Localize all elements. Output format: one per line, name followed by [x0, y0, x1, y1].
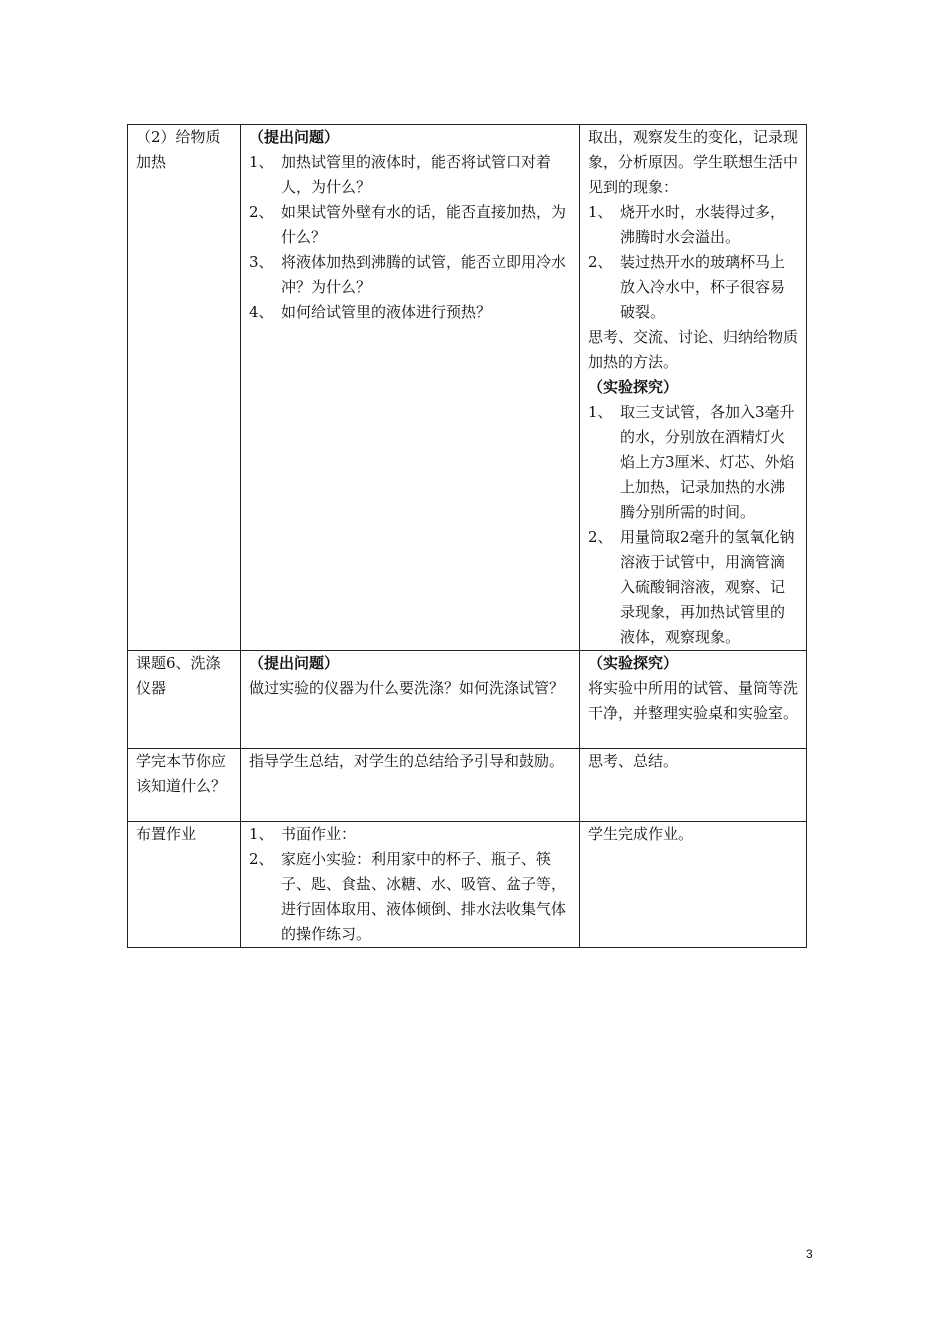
item-number: 1、 — [249, 153, 274, 171]
item-number: 1、 — [588, 403, 613, 421]
teacher-text: 指导学生总结，对学生的总结给予引导和鼓励。 — [249, 752, 565, 770]
teacher-cell — [241, 651, 580, 749]
student-cell — [580, 822, 807, 948]
experiment-list — [588, 400, 799, 650]
list-item — [588, 200, 799, 250]
page-number: 3 — [806, 1247, 813, 1261]
student-cell — [580, 749, 807, 822]
item-text: 如果试管外壁有水的话，能否直接加热，为什么？ — [281, 203, 567, 246]
table-row-summary — [128, 749, 807, 822]
item-text: 取三支试管，各加入3毫升的水，分别放在酒精灯火焰上方3厘米、灯芯、外焰上加热，记录加热的水沸腾分别所需的时间。 — [620, 403, 795, 521]
item-text: 家庭小实验：利用家中的杯子、瓶子、筷子、匙、食盐、冰糖、水、吸管、盆子等，进行固体取用、液体倾倒、排水法收集气体的操作练习。 — [281, 850, 567, 943]
list-item — [588, 250, 799, 325]
student-cell — [580, 651, 807, 749]
topic-cell — [128, 749, 241, 822]
item-text: 用量筒取2毫升的氢氧化钠溶液于试管中，用滴管滴入硫酸铜溶液，观察、记录现象，再加热试管里的液体，观察现象。 — [620, 528, 795, 646]
teacher-cell — [241, 125, 580, 651]
item-text: 书面作业： — [281, 825, 357, 843]
item-number: 1、 — [588, 203, 613, 221]
list-item — [588, 525, 799, 650]
student-summary: 思考、交流、讨论、归纳给物质加热的方法。 — [588, 328, 799, 371]
lesson-plan-table — [127, 124, 807, 948]
section-heading: （实验探究） — [588, 654, 679, 672]
list-item — [249, 150, 572, 200]
topic-text: （2）给物质加热 — [136, 128, 221, 171]
item-number: 4、 — [249, 303, 274, 321]
table-row-washing — [128, 651, 807, 749]
item-text: 装过热开水的玻璃杯马上放入冷水中，杯子很容易破裂。 — [620, 253, 786, 321]
table-row-homework — [128, 822, 807, 948]
student-text: 学生完成作业。 — [588, 825, 694, 843]
list-item — [249, 300, 572, 325]
item-number: 2、 — [249, 850, 274, 868]
section-heading: （实验探究） — [588, 378, 679, 396]
topic-text: 布置作业 — [136, 825, 197, 843]
item-number: 2、 — [588, 253, 613, 271]
list-item — [249, 847, 572, 947]
list-item — [249, 250, 572, 300]
student-intro: 取出，观察发生的变化，记录现象，分析原因。学生联想生活中见到的现象： — [588, 128, 799, 196]
list-item — [249, 822, 572, 847]
item-number: 2、 — [588, 528, 613, 546]
list-item — [588, 400, 799, 525]
topic-text: 学完本节你应该知道什么？ — [136, 752, 227, 795]
phenomena-list — [588, 200, 799, 325]
homework-list — [249, 822, 572, 947]
teacher-text: 做过实验的仪器为什么要洗涤？如何洗涤试管？ — [249, 679, 565, 697]
item-text: 如何给试管里的液体进行预热？ — [281, 303, 492, 321]
teacher-cell — [241, 749, 580, 822]
item-number: 2、 — [249, 203, 274, 221]
item-text: 加热试管里的液体时，能否将试管口对着人，为什么？ — [281, 153, 552, 196]
item-text: 烧开水时，水装得过多，沸腾时水会溢出。 — [620, 203, 786, 246]
table-row-heating — [128, 125, 807, 651]
section-heading: （提出问题） — [249, 654, 340, 672]
student-text: 将实验中所用的试管、量筒等洗干净，并整理实验桌和实验室。 — [588, 679, 799, 722]
student-cell — [580, 125, 807, 651]
topic-cell — [128, 651, 241, 749]
student-text: 思考、总结。 — [588, 752, 679, 770]
question-list — [249, 150, 572, 325]
topic-text: 课题6、洗涤仪器 — [136, 654, 221, 697]
topic-cell — [128, 125, 241, 651]
teacher-cell — [241, 822, 580, 948]
item-text: 将液体加热到沸腾的试管，能否立即用冷水冲？为什么？ — [281, 253, 567, 296]
section-heading: （提出问题） — [249, 128, 340, 146]
item-number: 3、 — [249, 253, 274, 271]
list-item — [249, 200, 572, 250]
topic-cell — [128, 822, 241, 948]
item-number: 1、 — [249, 825, 274, 843]
